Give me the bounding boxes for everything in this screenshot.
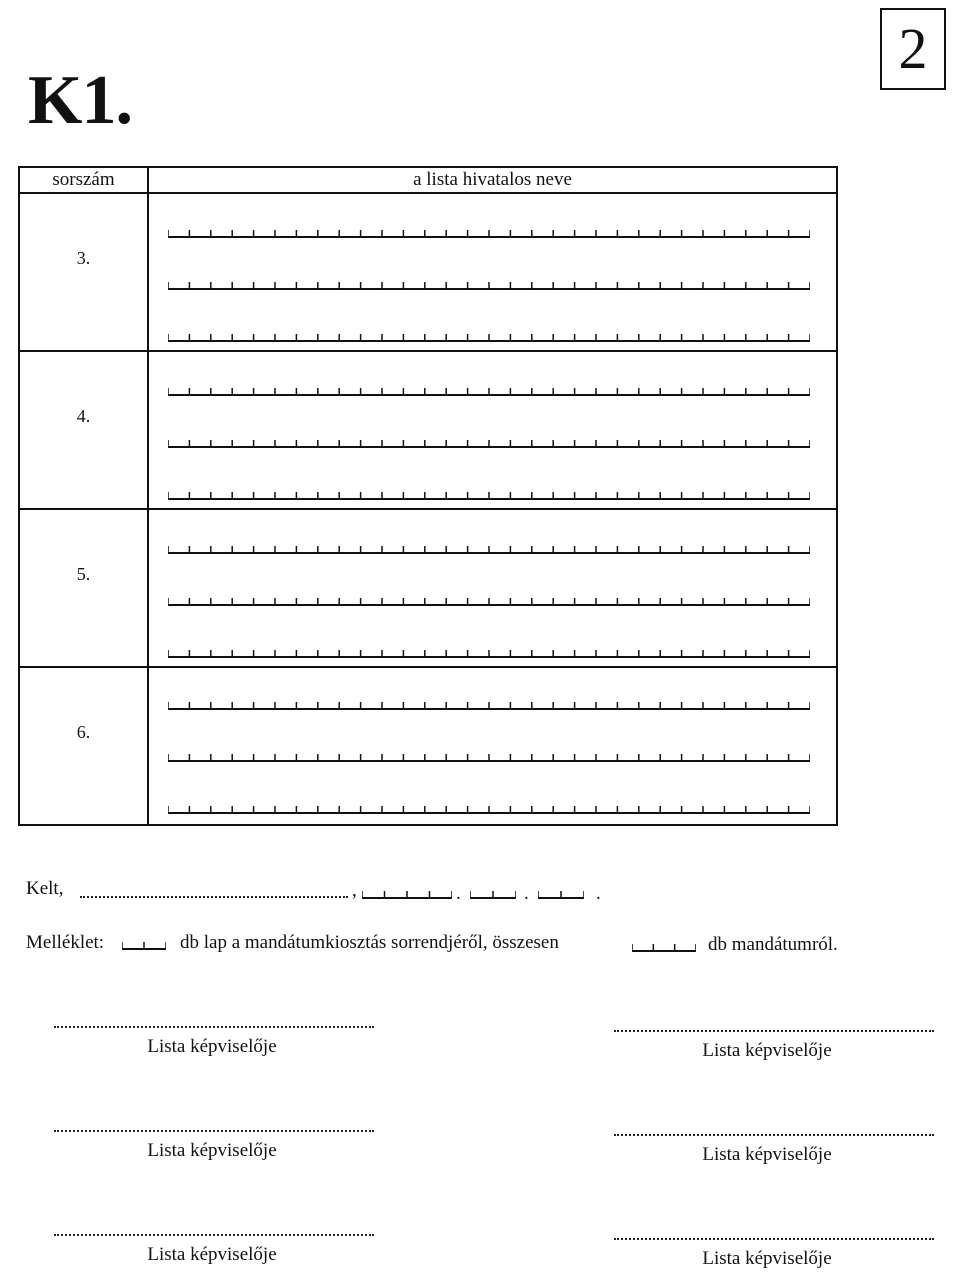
row-number: 5. [76,564,91,584]
date-dot: . [524,883,529,904]
signature-label: Lista képviselője [702,1248,832,1269]
comma-separator: , [352,880,357,901]
name-entry-line[interactable] [168,804,810,814]
signature-line[interactable] [614,1030,934,1032]
name-entry-line[interactable] [168,700,810,710]
table-row [20,668,836,826]
signature-label: Lista képviselője [147,1036,277,1057]
month-field[interactable] [470,889,516,899]
name-entry-line[interactable] [168,490,810,500]
header-list-name: a lista hivatalos neve [413,169,572,190]
date-dot: . [456,883,461,904]
signature-label: Lista képviselője [702,1144,832,1165]
year-field[interactable] [362,889,452,899]
day-field[interactable] [538,889,584,899]
name-entry-line[interactable] [168,596,810,606]
name-entry-line[interactable] [168,386,810,396]
table-header [20,168,836,194]
name-entry-line[interactable] [168,228,810,238]
table-row [20,194,836,352]
name-entry-line[interactable] [168,544,810,554]
date-dot: . [596,883,601,904]
signature-label: Lista képviselője [147,1244,277,1265]
signature-line[interactable] [614,1238,934,1240]
signature-line[interactable] [54,1234,374,1236]
header-sorszam: sorszám [52,169,115,190]
signature-line[interactable] [614,1134,934,1136]
signature-line[interactable] [54,1130,374,1132]
kelt-label: Kelt, [26,878,64,899]
attachment-label: Melléklet: [26,932,105,953]
row-number: 6. [76,722,91,742]
form-title: K1. [28,62,132,139]
page-number-box [880,8,946,90]
name-entry-line[interactable] [168,280,810,290]
name-entry-line[interactable] [168,648,810,658]
name-entry-line[interactable] [168,332,810,342]
signature-label: Lista képviselője [702,1040,832,1061]
row-number: 3. [76,248,91,268]
table-row [20,352,836,510]
name-entry-line[interactable] [168,752,810,762]
attachment-text-end: db mandátumról. [708,934,838,955]
attachment-text: db lap a mandátumkiosztás sorrendjéről, összesen [180,932,559,953]
mandate-count-field[interactable] [632,942,696,952]
name-entry-line[interactable] [168,438,810,448]
list-table [18,166,838,826]
page-number: 2 [898,16,928,81]
signature-label: Lista képviselője [147,1140,277,1161]
sheet-count-field[interactable] [122,940,166,950]
kelt-place-field[interactable] [80,896,348,898]
table-row [20,510,836,668]
signature-line[interactable] [54,1026,374,1028]
row-number: 4. [76,406,91,426]
